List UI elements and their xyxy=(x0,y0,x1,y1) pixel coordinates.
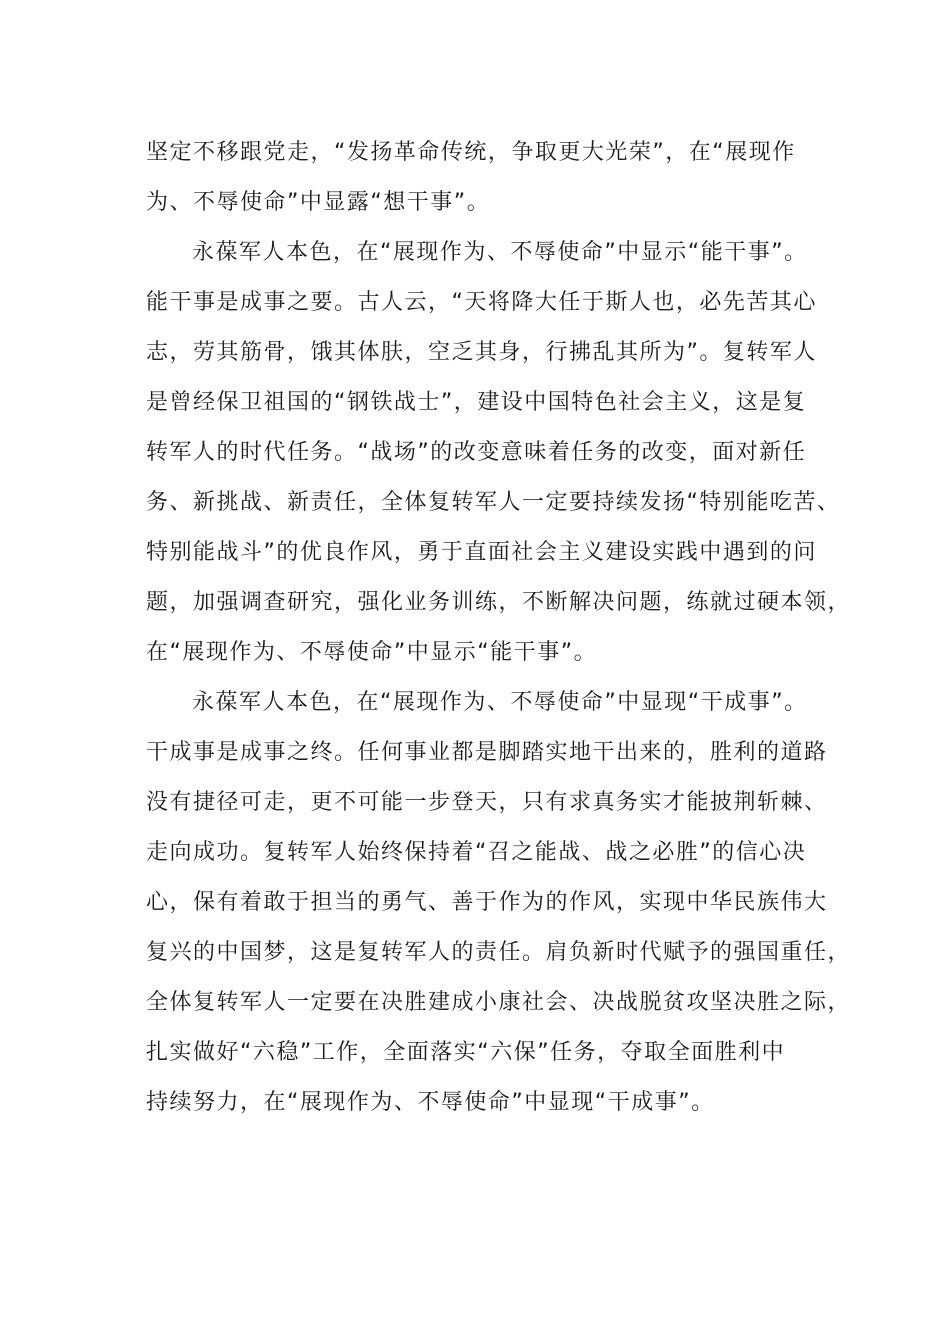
paragraph-2 xyxy=(146,228,852,678)
paragraph-1 xyxy=(146,128,818,228)
paragraph-line: 干成事是成事之终。任何事业都是脚踏实地干出来的，胜利的道路 xyxy=(146,740,828,765)
paragraph-line: 全体复转军人一定要在决胜建成小康社会、决战脱贫攻坚决胜之际， xyxy=(146,990,852,1015)
paragraph-line: 心，保有着敢于担当的勇气、善于作为的作风，实现中华民族伟大 xyxy=(146,890,828,915)
paragraph-line: 转军人的时代任务。“战场”的改变意味着任务的改变，面对新任 xyxy=(146,440,807,465)
paragraph-line: 能干事是成事之要。古人云，“天将降大任于斯人也，必先苦其心 xyxy=(146,290,817,315)
paragraph-line: 坚定不移跟党走，“发扬革命传统，争取更大光荣”，在“展现作 xyxy=(146,140,796,165)
paragraph-3 xyxy=(146,678,852,1128)
paragraph-line: 在“展现作为、不辱使命”中显示“能干事”。 xyxy=(146,640,598,665)
paragraph-first-line: 永葆军人本色，在“展现作为、不辱使命”中显现“干成事”。 xyxy=(192,690,808,715)
paragraph-line: 为、不辱使命”中显露“想干事”。 xyxy=(146,190,491,215)
paragraph-line: 复兴的中国梦，这是复转军人的责任。肩负新时代赋予的强国重任， xyxy=(146,940,852,965)
paragraph-line: 走向成功。复转军人始终保持着“召之能战、战之必胜”的信心决 xyxy=(146,840,807,865)
paragraph-line: 题，加强调查研究，强化业务训练，不断解决问题，练就过硬本领， xyxy=(146,590,852,615)
paragraph-line: 扎实做好“六稳”工作，全面落实“六保”任务，夺取全面胜利中 xyxy=(146,1040,786,1065)
document-body xyxy=(146,128,852,1128)
paragraph-line: 特别能战斗”的优良作风，勇于直面社会主义建设实践中遇到的问 xyxy=(146,540,817,565)
paragraph-line: 是曾经保卫祖国的“钢铁战士”，建设中国特色社会主义，这是复 xyxy=(146,390,807,415)
paragraph-first-line: 永葆军人本色，在“展现作为、不辱使命”中显示“能干事”。 xyxy=(192,240,808,265)
paragraph-line: 没有捷径可走，更不可能一步登天，只有求真务实才能披荆斩棘、 xyxy=(146,790,828,815)
paragraph-line: 持续努力，在“展现作为、不辱使命”中显现“干成事”。 xyxy=(146,1090,715,1115)
paragraph-line: 务、新挑战、新责任，全体复转军人一定要持续发扬“特别能吃苦、 xyxy=(146,490,841,515)
paragraph-line: 志，劳其筋骨，饿其体肤，空乏其身，行拂乱其所为”。复转军人 xyxy=(146,340,817,365)
